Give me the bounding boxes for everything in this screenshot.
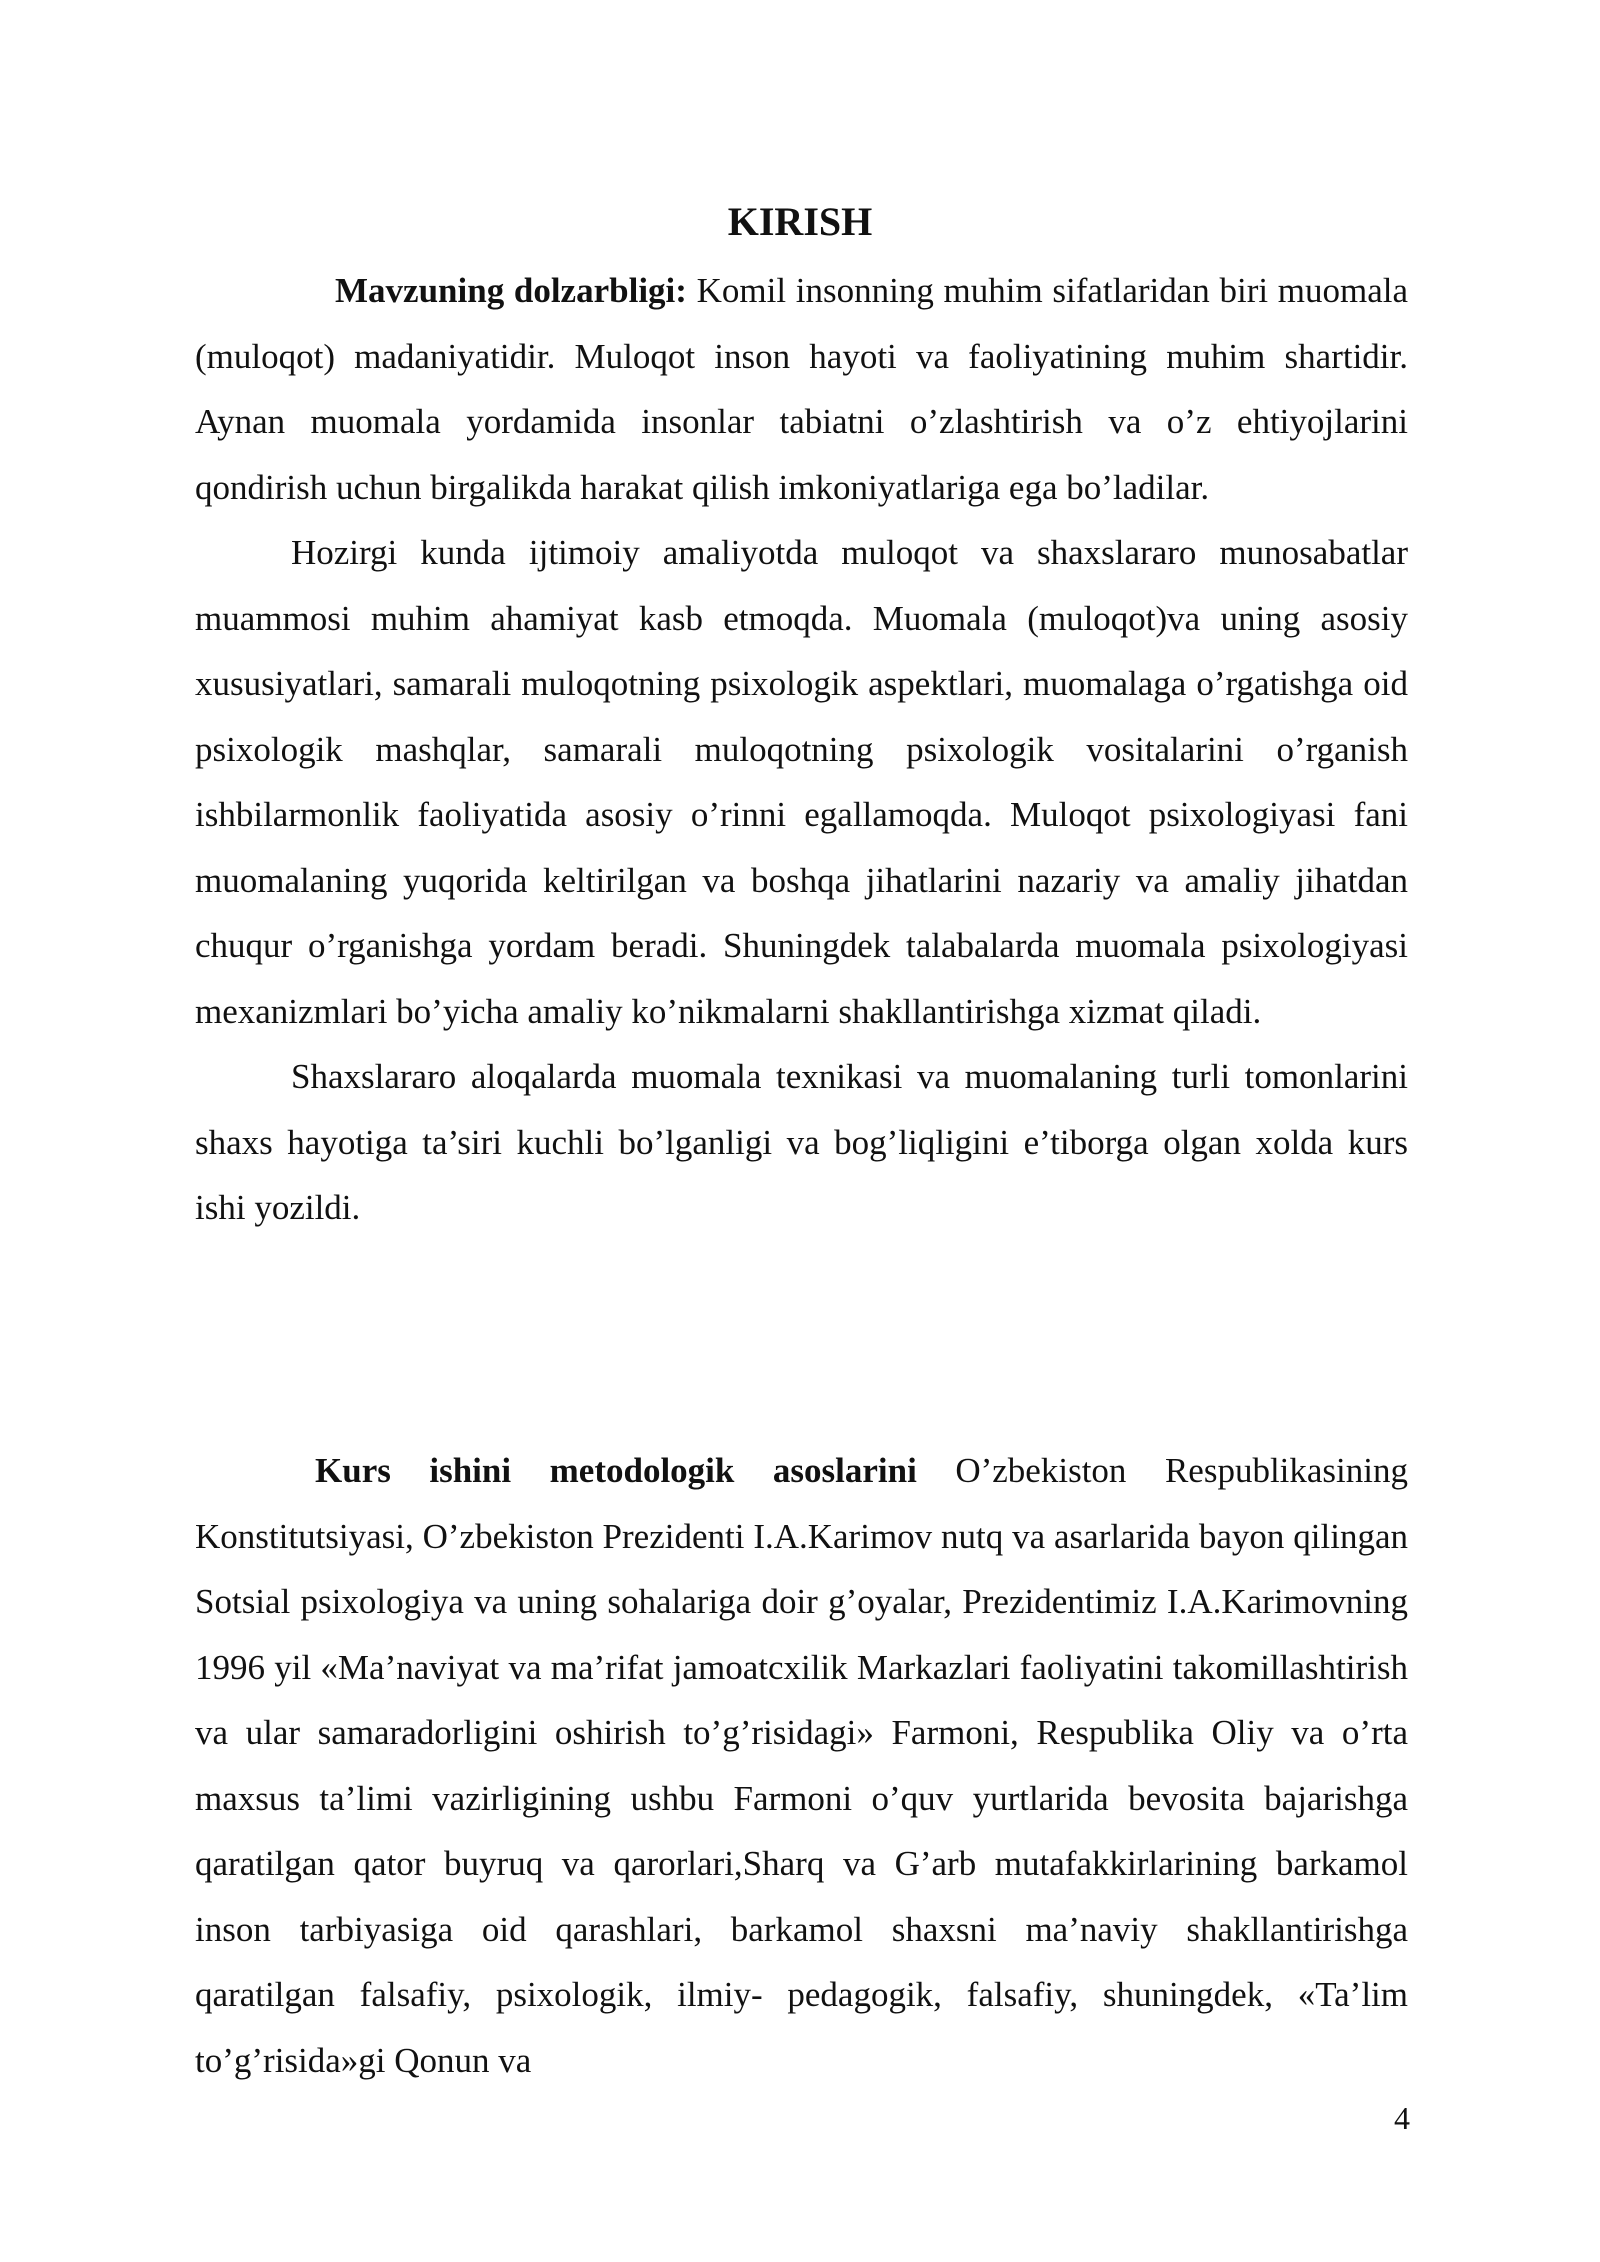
page-title: KIRISH <box>727 199 873 244</box>
methodology-heading: Kurs ishini metodologik asoslarini <box>315 1451 917 1490</box>
page-number: 4 <box>1394 2100 1410 2136</box>
paragraph-methodology <box>195 1438 1408 2093</box>
paragraph-relevance <box>195 258 1408 520</box>
relevance-text: Komil insonning muhim sifatlaridan biri muomala (muloqot) madaniyatidir. Muloqot inson hayoti va faoliyatining muhim shartidir. Aynan muomala yordamida insonlar tabiatni o’zlashtirish va o’z ehtiyojlarini qondirish uchun birgalikda harakat qilish imkoniyatlariga ega bo’ladilar. <box>195 271 1409 507</box>
relevance-heading: Mavzuning dolzarbligi: <box>335 271 687 310</box>
text-block-intro <box>195 258 1408 1241</box>
text-block-methodology <box>195 1438 1408 2093</box>
paragraph-purpose: Shaxslararo aloqalarda muomala texnikasi va muomalaning turli tomonlarini shaxs hayotiga ta’siri kuchli bo’lganligi va bog’liqligini e’tiborga olgan xolda kurs ishi yozildi. <box>195 1057 1408 1227</box>
paragraph-current-issues: Hozirgi kunda ijtimoiy amaliyotda muloqot va shaxslararo munosabatlar muammosi muhim ahamiyat kasb etmoqda. Muomala (muloqot)va uning asosiy xususiyatlari, samarali muloqotning psixologik aspektlari, muomalaga o’rgatishga oid psixologik mashqlar, samarali muloqotning psixologik vositalarini o’rganish ishbilarmonlik faoliyatida asosiy o’rinni egallamoqda. Muloqot psixologiyasi fani muomalaning yuqorida keltirilgan va boshqa jihatlarini nazariy va amaliy jihatdan chuqur o’rganishga yordam beradi. Shuningdek talabalarda muomala psixologiyasi mexanizmlari bo’yicha amaliy ko’nikmalarni shakllantirishga xizmat qiladi. <box>195 533 1408 1031</box>
methodology-text: O’zbekiston Respublikasining Konstitutsiyasi, O’zbekiston Prezidenti I.A.Karimov nutq va asarlarida bayon qilingan Sotsial psixologiya va uning sohalariga doir g’oyalar, Prezidentimiz I.A.Karimovning 1996 yil «Ma’naviyat va ma’rifat jamoatcxilik Markazlari faoliyatini takomillashtirish va ular samaradorligini oshirish to’g’risidagi» Farmoni, Respublika Oliy va o’rta maxsus ta’limi vazirligining ushbu Farmoni o’quv yurtlarida bevosita bajarishga qaratilgan qator buyruq va qarorlari,Sharq va G’arb mutafakkirlarining barkamol inson tarbiyasiga oid qarashlari, barkamol shaxsni ma’naviy shakllantirishga qaratilgan falsafiy, psixologik, ilmiy- pedagogik, falsafiy, shuningdek, «Ta’lim to’g’risida»gi Qonun va <box>195 1451 1408 2080</box>
